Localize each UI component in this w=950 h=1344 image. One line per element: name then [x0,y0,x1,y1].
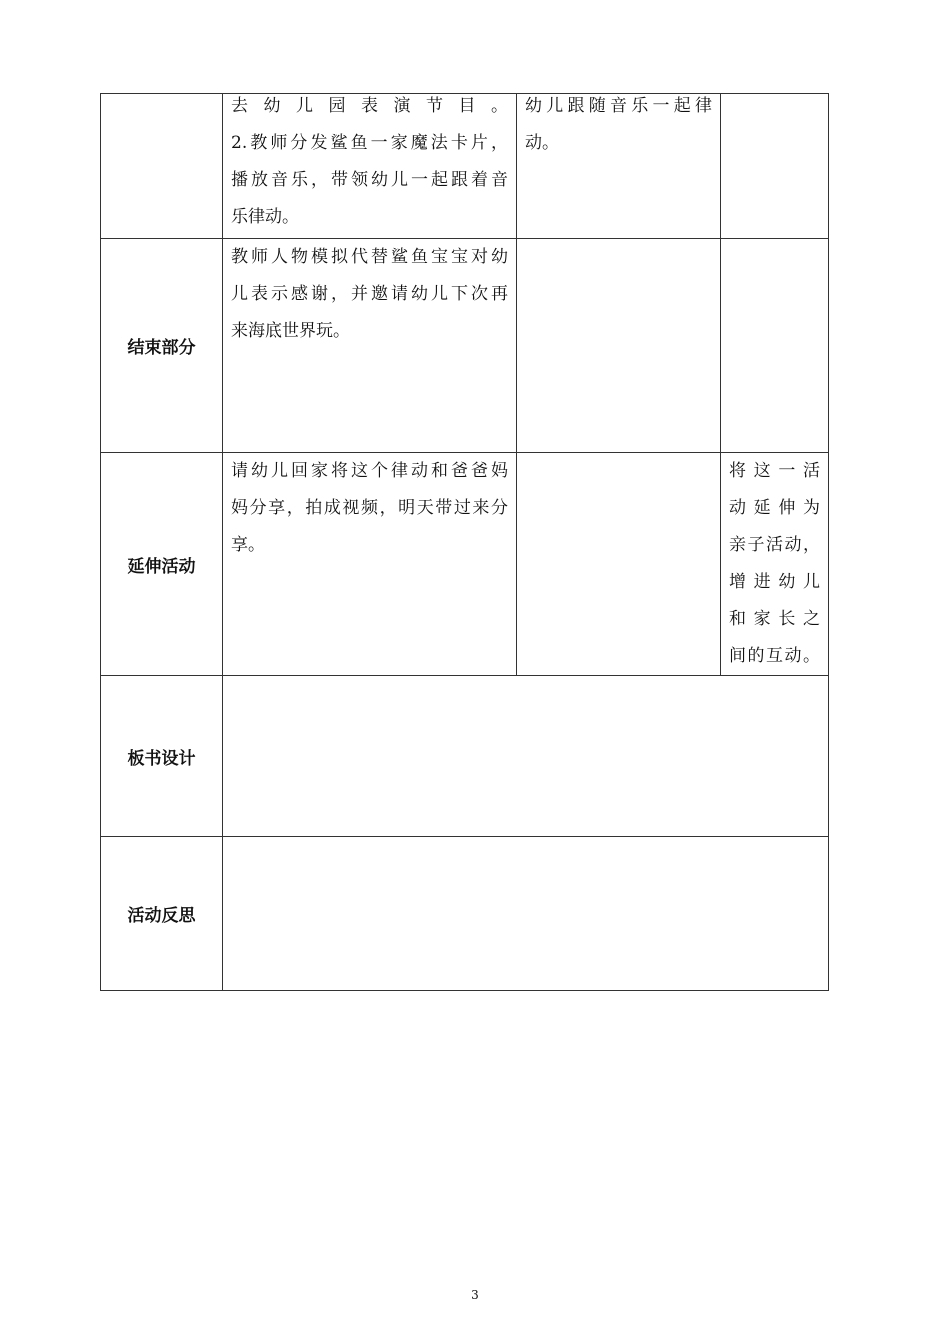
board-content-cell [223,676,829,837]
label-cell-empty [101,94,223,239]
table-row-continuation [101,94,829,239]
teacher-process-cell [223,239,517,453]
process-line: 儿表示感谢，并邀请幼儿下次再 [231,284,508,304]
process-line: 教师人物模拟代替鲨鱼宝宝对幼 [231,247,508,267]
table-row-ending [101,239,829,453]
process-line: 播放音乐，带领幼儿一起跟着音 [231,170,508,190]
process-line: 2.教师分发鲨鱼一家魔法卡片， [231,133,508,153]
row-label-reflection: 活动反思 [101,837,223,991]
row-label-ending: 结束部分 [101,239,223,453]
table-row-reflection [101,837,829,991]
note-cell [721,239,829,453]
note-line: 动延伸为 [729,498,820,518]
note-line: 间的互动。 [729,646,820,666]
child-activity-cell [517,453,721,676]
process-line: 来海底世界玩。 [231,321,350,341]
process-line: 乐律动。 [231,207,299,227]
teacher-process-cell [223,94,517,239]
child-activity-cell [517,239,721,453]
reflection-content-cell [223,837,829,991]
table-row-board [101,676,829,837]
note-line: 将这一活 [729,461,820,481]
page-number: 3 [471,1288,479,1302]
table-row-extension [101,453,829,676]
note-cell [721,94,829,239]
process-line: 请幼儿回家将这个律动和爸爸妈 [231,461,508,481]
note-line: 亲子活动， [729,535,820,555]
row-label-extension: 延伸活动 [101,453,223,676]
note-line: 增进幼儿 [729,572,820,592]
child-activity-cell [517,94,721,239]
child-line: 动。 [525,133,559,153]
child-line: 幼儿跟随音乐一起律 [525,96,712,116]
process-line: 享。 [231,535,265,555]
lesson-plan-table [100,93,829,991]
design-note-cell [721,453,829,676]
process-line: 去幼儿园表演节目。 [231,96,508,116]
note-line: 和家长之 [729,609,820,629]
teacher-process-cell [223,453,517,676]
process-line: 妈分享，拍成视频，明天带过来分 [231,498,508,518]
row-label-board: 板书设计 [101,676,223,837]
